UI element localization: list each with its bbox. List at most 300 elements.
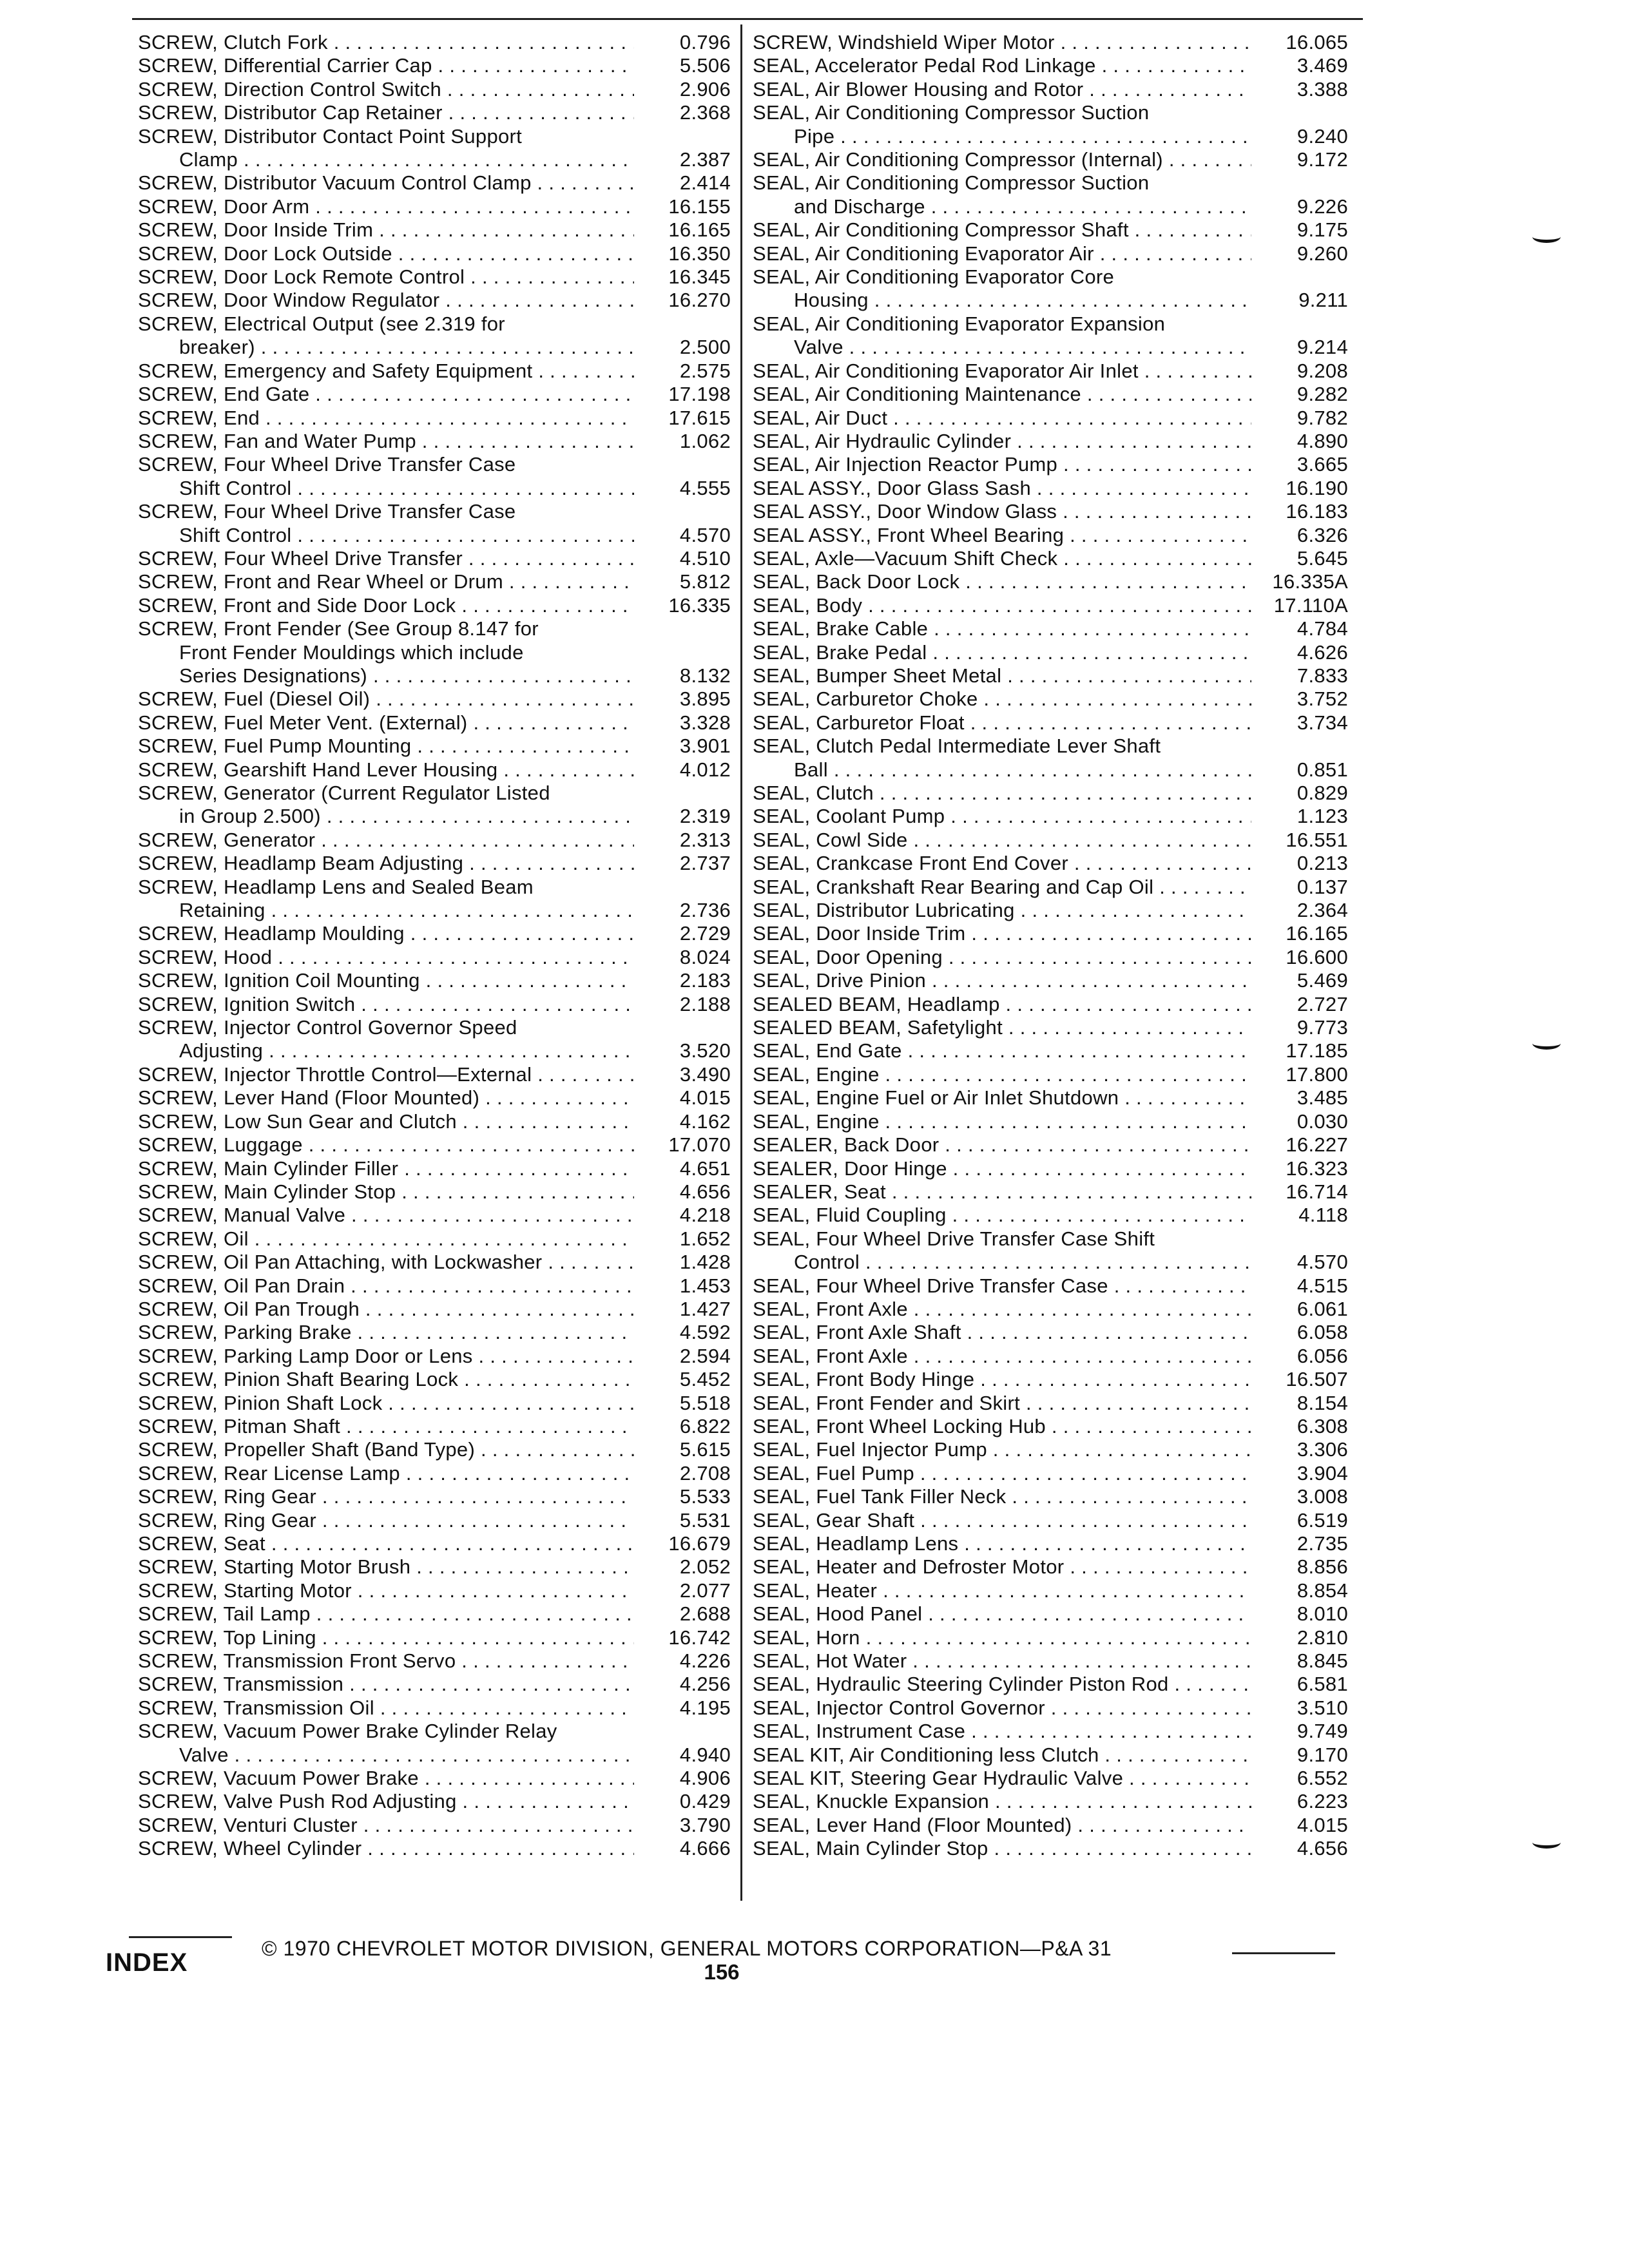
entry-group-number: 6.058 [1296,1321,1348,1344]
entry-label: SCREW, Emergency and Safety Equipment . . . [138,360,634,383]
index-entry [753,664,1348,687]
entry-label: Control . . . [753,1251,1251,1274]
entry-label: SCREW, Pinion Shaft Lock . . . [138,1392,634,1415]
index-entry [138,1157,731,1180]
index-entry [753,852,1348,875]
index-entry [138,1555,731,1579]
entry-group-number: 4.656 [1296,1837,1348,1860]
entry-label: SEAL KIT, Air Conditioning less Clutch . . . [753,1744,1251,1767]
entry-group-number: 8.024 [679,945,731,968]
index-entry [138,1696,731,1720]
index-entry [138,1602,731,1626]
entry-label: SCREW, Fuel (Diesel Oil) . . . [138,687,634,711]
entry-group-number: 5.531 [679,1508,731,1532]
entry-label: Shift Control . . . [138,524,634,547]
index-entry [138,407,731,430]
index-entry [753,1744,1348,1767]
index-entry [138,1649,731,1673]
entry-label: SEAL, Bumper Sheet Metal . . . [753,664,1251,687]
index-entry [753,1345,1348,1368]
index-entry [753,1696,1348,1720]
index-entry [138,383,731,406]
index-entry [753,1204,1348,1227]
entry-group-number: 16.742 [668,1626,731,1649]
entry-label: SCREW, Injector Throttle Control—External . . . [138,1063,634,1086]
index-entry [138,876,731,923]
entry-label: SCREW, Oil . . . [138,1227,634,1251]
entry-group-number: 3.008 [1296,1485,1348,1508]
index-entry [138,1345,731,1368]
entry-label: SEAL, Air Hydraulic Cylinder . . . [753,430,1251,453]
entry-group-number: 6.308 [1296,1414,1348,1437]
entry-group-number: 3.895 [679,687,731,711]
entry-group-number: 9.282 [1296,383,1348,406]
index-column-left [138,31,731,1861]
entry-label: SEAL, Brake Pedal . . . [753,641,1251,664]
index-entry [138,171,731,195]
index-entry [138,617,731,687]
index-entry [138,78,731,101]
entry-label: SCREW, Distributor Cap Retainer . . . [138,101,634,124]
entry-label: SCREW, Direction Control Switch . . . [138,78,634,101]
index-entry [753,477,1348,500]
index-entry [138,125,731,172]
entry-group-number: 3.520 [679,1039,731,1062]
entry-label: SEAL, Main Cylinder Stop . . . [753,1837,1251,1860]
entry-label: SEAL, Front Axle Shaft . . . [753,1321,1251,1344]
entry-label: SEAL, Fuel Injector Pump . . . [753,1438,1251,1461]
entry-label: SEAL, Door Inside Trim . . . [753,922,1251,945]
entry-label-line: SEAL, Four Wheel Drive Transfer Case Shift [753,1227,1155,1250]
entry-group-number: 0.137 [1296,875,1348,898]
index-entry [753,1110,1348,1133]
index-entry [753,1039,1348,1062]
index-entry [753,829,1348,852]
entry-label: SCREW, Gearshift Hand Lever Housing . . . [138,758,634,782]
entry-group-number: 16.507 [1286,1368,1348,1391]
entry-group-number: 2.906 [679,77,731,101]
entry-group-number: 1.123 [1296,805,1348,828]
entry-label: SCREW, Top Lining . . . [138,1626,634,1649]
entry-label: SCREW, Headlamp Moulding . . . [138,922,634,945]
index-entry [753,1298,1348,1321]
entry-group-number: 4.940 [679,1743,731,1766]
index-entry [138,360,731,383]
index-entry [753,1157,1348,1180]
index-entry [753,1837,1348,1860]
entry-label-line: SCREW, Injector Control Governor Speed [138,1016,517,1039]
entry-label: Pipe . . . [753,125,1251,148]
index-entry [753,946,1348,969]
entry-label-line: SCREW, Front Fender (See Group 8.147 for [138,617,539,640]
entry-group-number: 3.665 [1296,453,1348,476]
index-entry [753,1790,1348,1813]
footer-rule-left [129,1936,232,1938]
entry-group-number: 16.190 [1286,476,1348,499]
index-entry [138,1110,731,1133]
entry-group-number: 9.226 [1296,195,1348,218]
entry-label: SEAL ASSY., Door Window Glass . . . [753,500,1251,523]
entry-label: SCREW, Door Inside Trim . . . [138,218,634,242]
entry-label: SCREW, Wheel Cylinder . . . [138,1837,634,1860]
entry-group-number: 3.734 [1296,711,1348,734]
entry-group-number: 1.453 [679,1274,731,1297]
entry-group-number: 6.552 [1296,1767,1348,1790]
entry-label: SCREW, Fuel Pump Mounting . . . [138,735,634,758]
entry-label: breaker) . . . [138,336,634,359]
entry-group-number: 2.594 [679,1344,731,1367]
entry-label: SCREW, Clutch Fork . . . [138,31,634,54]
margin-punch-mark [1532,1037,1561,1050]
entry-label: SEAL, Air Blower Housing and Rotor . . . [753,78,1251,101]
entry-label: Ball . . . [753,758,1251,782]
index-entry [138,1438,731,1461]
entry-label: SEAL, Front Wheel Locking Hub . . . [753,1415,1251,1438]
entry-label: SEAL, Front Fender and Skirt . . . [753,1392,1251,1415]
entry-label: SCREW, Vacuum Power Brake . . . [138,1767,634,1790]
entry-group-number: 0.429 [679,1790,731,1813]
entry-group-number: 6.326 [1296,523,1348,546]
entry-label: SCREW, Low Sun Gear and Clutch . . . [138,1110,634,1133]
entry-group-number: 2.688 [679,1602,731,1626]
entry-group-number: 3.388 [1296,77,1348,101]
entry-label: SEAL, Accelerator Pedal Rod Linkage . . . [753,54,1251,77]
index-entry [138,1720,731,1767]
entry-group-number: 16.227 [1286,1133,1348,1157]
index-entry [753,242,1348,265]
index-entry [138,1532,731,1555]
entry-group-number: 2.708 [679,1461,731,1485]
index-entry [753,1602,1348,1626]
index-entry [138,1509,731,1532]
entry-group-number: 5.506 [679,54,731,77]
entry-label: Shift Control . . . [138,477,634,500]
entry-group-number: 3.901 [679,735,731,758]
entry-group-number: 2.368 [679,101,731,124]
entry-label: SEAL, Fuel Pump . . . [753,1462,1251,1485]
index-entry [753,1485,1348,1508]
entry-label: SEAL, Front Axle . . . [753,1298,1251,1321]
entry-label: SEAL, Lever Hand (Floor Mounted) . . . [753,1814,1251,1837]
entry-group-number: 2.727 [1296,992,1348,1015]
entry-group-number: 4.510 [679,546,731,570]
index-entry [753,1415,1348,1438]
entry-group-number: 1.062 [679,429,731,452]
entry-label: SCREW, Parking Lamp Door or Lens . . . [138,1345,634,1368]
index-entry [138,735,731,758]
entry-group-number: 4.515 [1296,1274,1348,1297]
entry-label: SEAL, Hydraulic Steering Cylinder Piston Rod . . . [753,1673,1251,1696]
entry-group-number: 9.260 [1296,242,1348,265]
entry-group-number: 8.845 [1296,1649,1348,1673]
index-entry [138,195,731,218]
entry-label: SEAL, Axle—Vacuum Shift Check . . . [753,547,1251,570]
entry-group-number: 5.518 [679,1391,731,1414]
entry-label: SCREW, End . . . [138,407,634,430]
entry-label: Valve . . . [753,336,1251,359]
entry-group-number: 8.132 [679,664,731,687]
entry-label: Adjusting . . . [138,1039,634,1062]
index-entry [138,1579,731,1602]
entry-label: SEAL, Air Conditioning Evaporator Air . . . [753,242,1251,265]
entry-label: SEAL, Engine Fuel or Air Inlet Shutdown . . . [753,1086,1251,1110]
entry-group-number: 9.175 [1296,218,1348,242]
index-entry [753,617,1348,640]
entry-label: SCREW, Differential Carrier Cap . . . [138,54,634,77]
index-entry [138,946,731,969]
entry-group-number: 9.208 [1296,359,1348,382]
index-column-right [753,31,1348,1861]
entry-label: SCREW, Main Cylinder Filler . . . [138,1157,634,1180]
entry-group-number: 0.796 [679,31,731,53]
entry-label: SCREW, Lever Hand (Floor Mounted) . . . [138,1086,634,1110]
entry-group-number: 4.256 [679,1673,731,1696]
entry-group-number: 5.645 [1296,546,1348,570]
entry-label: SEAL, Coolant Pump . . . [753,805,1251,828]
entry-label: SCREW, Transmission Oil . . . [138,1696,634,1720]
entry-label: SCREW, Door Window Regulator . . . [138,289,634,312]
entry-label: SEAL, Heater . . . [753,1579,1251,1602]
entry-group-number: 6.822 [679,1414,731,1437]
entry-label-line: SEAL, Air Conditioning Compressor Suction [753,171,1150,195]
entry-label-line: SEAL, Air Conditioning Evaporator Core [753,265,1115,289]
entry-group-number: 16.350 [668,242,731,265]
index-entry [138,594,731,617]
entry-label: SCREW, End Gate . . . [138,383,634,406]
index-entry [753,1626,1348,1649]
index-entry [138,289,731,312]
index-entry [753,31,1348,54]
entry-label-line: SCREW, Generator (Current Regulator Listed [138,782,550,804]
index-entry [753,1321,1348,1344]
entry-group-number: 4.012 [679,758,731,781]
entry-label: SCREW, Venturi Cluster . . . [138,1814,634,1837]
entry-label: SCREW, Main Cylinder Stop . . . [138,1180,634,1204]
index-entry [138,1321,731,1344]
entry-group-number: 4.784 [1296,617,1348,640]
index-entry [138,922,731,945]
entry-label: SEAL, End Gate . . . [753,1039,1251,1062]
entry-label: SEAL, Clutch . . . [753,782,1251,805]
entry-group-number: 0.829 [1296,782,1348,804]
index-entry [138,1180,731,1204]
entry-label-line: SCREW, Electrical Output (see 2.319 for [138,312,505,335]
entry-group-number: 2.737 [679,852,731,875]
entry-label: SEAL, Injector Control Governor . . . [753,1696,1251,1720]
entry-label: SCREW, Pinion Shaft Bearing Lock . . . [138,1368,634,1391]
entry-group-number: 3.752 [1296,687,1348,711]
entry-label: SEAL, Door Opening . . . [753,946,1251,969]
index-entry [138,1790,731,1813]
index-entry [753,1579,1348,1602]
entry-group-number: 7.833 [1296,664,1348,687]
index-entry [753,969,1348,992]
entry-label: SEAL, Body . . . [753,594,1251,617]
entry-label-line: SEAL, Clutch Pedal Intermediate Lever Shaft [753,735,1161,758]
entry-label: SEAL, Drive Pinion . . . [753,969,1251,992]
entry-label: SCREW, Luggage . . . [138,1133,634,1157]
entry-label: SEAL, Cowl Side . . . [753,829,1251,852]
index-entry [753,922,1348,945]
entry-label: SCREW, Manual Valve . . . [138,1204,634,1227]
index-entry [138,242,731,265]
entry-group-number: 16.679 [668,1532,731,1555]
entry-label: SEAL, Brake Cable . . . [753,617,1251,640]
entry-label: in Group 2.500) . . . [138,805,634,828]
entry-group-number: 2.313 [679,828,731,851]
entry-label-line: SCREW, Four Wheel Drive Transfer Case [138,453,516,476]
index-entry [753,1767,1348,1790]
entry-group-number: 4.195 [679,1696,731,1719]
index-entry [753,1180,1348,1204]
index-entry [753,687,1348,711]
entry-group-number: 9.172 [1296,148,1348,171]
index-entry [138,993,731,1016]
index-entry [753,876,1348,899]
index-entry [138,453,731,500]
entry-group-number: 8.854 [1296,1579,1348,1602]
entry-label: SEAL, Carburetor Float . . . [753,711,1251,735]
entry-label: SCREW, Front and Side Door Lock . . . [138,594,634,617]
entry-label: SEAL, Fuel Tank Filler Neck . . . [753,1485,1251,1508]
index-entry [138,1368,731,1391]
copyright-notice: © 1970 CHEVROLET MOTOR DIVISION, GENERAL MOTORS CORPORATION—P&A 31 [262,1937,1112,1960]
entry-label: SCREW, Propeller Shaft (Band Type) . . . [138,1438,634,1461]
index-entry [753,805,1348,828]
entry-label: SCREW, Rear License Lamp . . . [138,1462,634,1485]
entry-group-number: 16.323 [1286,1157,1348,1180]
index-entry [753,1133,1348,1157]
entry-group-number: 4.555 [679,476,731,499]
index-entry [753,1720,1348,1743]
entry-label: SEAL, Four Wheel Drive Transfer Case . . . [753,1274,1251,1298]
index-entry [138,101,731,124]
entry-label: SEALER, Seat . . . [753,1180,1251,1204]
index-entry [138,1204,731,1227]
entry-group-number: 16.270 [668,289,731,312]
entry-label: SCREW, Door Lock Outside . . . [138,242,634,265]
entry-label: SCREW, Transmission Front Servo . . . [138,1649,634,1673]
entry-group-number: 2.735 [1296,1532,1348,1555]
entry-group-number: 4.015 [679,1086,731,1110]
index-entry [138,1485,731,1508]
index-entry [138,1392,731,1415]
entry-label-line: SCREW, Vacuum Power Brake Cylinder Relay [138,1720,557,1743]
entry-label: SCREW, Fan and Water Pump . . . [138,430,634,453]
entry-group-number: 16.714 [1286,1180,1348,1203]
entry-group-number: 16.155 [668,195,731,218]
entry-group-number: 9.240 [1296,124,1348,148]
entry-group-number: 3.490 [679,1062,731,1086]
entry-group-number: 2.183 [679,969,731,992]
entry-group-number: 5.615 [679,1438,731,1461]
entry-group-number: 3.328 [679,711,731,734]
entry-group-number: 0.851 [1296,758,1348,781]
entry-group-number: 2.500 [679,336,731,359]
entry-label: SCREW, Door Arm . . . [138,195,634,218]
entry-label: SCREW, Starting Motor . . . [138,1579,634,1602]
entry-label: SCREW, Pitman Shaft . . . [138,1415,634,1438]
entry-group-number: 4.570 [679,523,731,546]
index-entry [753,782,1348,805]
entry-group-number: 2.387 [679,148,731,171]
index-entry [138,54,731,77]
index-entry [753,407,1348,430]
entry-label: SCREW, Ring Gear . . . [138,1509,634,1532]
index-entry [753,524,1348,547]
entry-group-number: 5.469 [1296,969,1348,992]
entry-label: SCREW, Ring Gear . . . [138,1485,634,1508]
index-entry [138,570,731,593]
index-entry [753,54,1348,77]
entry-label: SEAL, Carburetor Choke . . . [753,687,1251,711]
entry-group-number: 4.226 [679,1649,731,1673]
entry-group-number: 16.165 [668,218,731,242]
index-entry [138,1298,731,1321]
index-entry [753,1086,1348,1110]
entry-group-number: 4.651 [679,1157,731,1180]
entry-group-number: 17.070 [668,1133,731,1157]
index-entry [138,1814,731,1837]
index-entry [753,218,1348,242]
entry-label: SEAL, Hot Water . . . [753,1649,1251,1673]
entry-label: SEAL, Air Conditioning Compressor (Internal) . . . [753,148,1251,171]
entry-label: SEAL, Front Body Hinge . . . [753,1368,1251,1391]
entry-group-number: 4.118 [1298,1204,1348,1227]
index-entry [753,1438,1348,1461]
entry-group-number: 16.183 [1286,500,1348,523]
entry-label: SCREW, Oil Pan Trough . . . [138,1298,634,1321]
entry-group-number: 2.319 [679,805,731,828]
index-entry [753,430,1348,453]
index-entry [753,641,1348,664]
entry-group-number: 16.345 [668,265,731,289]
column-divider [740,24,742,1901]
margin-punch-mark [1532,1836,1561,1849]
entry-label: SCREW, Oil Pan Drain . . . [138,1274,634,1298]
entry-label-line: SCREW, Distributor Contact Point Support [138,124,523,148]
index-entry [753,1555,1348,1579]
entry-label: SEAL, Air Duct . . . [753,407,1251,430]
index-entry [753,1274,1348,1298]
entry-label: SEALED BEAM, Safetylight . . . [753,1016,1251,1039]
entry-group-number: 17.800 [1286,1062,1348,1086]
index-entry [753,993,1348,1016]
entry-label: SEAL KIT, Steering Gear Hydraulic Valve . . . [753,1767,1251,1790]
index-entry [753,899,1348,922]
index-entry [753,1814,1348,1837]
entry-group-number: 6.061 [1296,1297,1348,1320]
entry-group-number: 0.213 [1296,852,1348,875]
entry-label: SEAL, Crankcase Front End Cover . . . [753,852,1251,875]
entry-label: SCREW, Seat . . . [138,1532,634,1555]
entry-group-number: 1.427 [679,1297,731,1320]
entry-label: SCREW, Generator . . . [138,829,634,852]
entry-label: SCREW, Parking Brake . . . [138,1321,634,1344]
entry-label: SEAL, Gear Shaft . . . [753,1509,1251,1532]
index-entry [753,148,1348,171]
index-entry [753,383,1348,406]
entry-label: SEAL ASSY., Door Glass Sash . . . [753,477,1251,500]
index-entry [753,453,1348,476]
entry-label-line: SEAL, Air Conditioning Compressor Suction [753,101,1150,124]
index-entry [138,1274,731,1298]
entry-label: SEALER, Back Door . . . [753,1133,1251,1157]
entry-group-number: 9.749 [1296,1720,1348,1743]
index-entry [138,758,731,782]
entry-label: SEAL, Heater and Defroster Motor . . . [753,1555,1251,1579]
entry-label-line: SCREW, Headlamp Lens and Sealed Beam [138,875,534,898]
